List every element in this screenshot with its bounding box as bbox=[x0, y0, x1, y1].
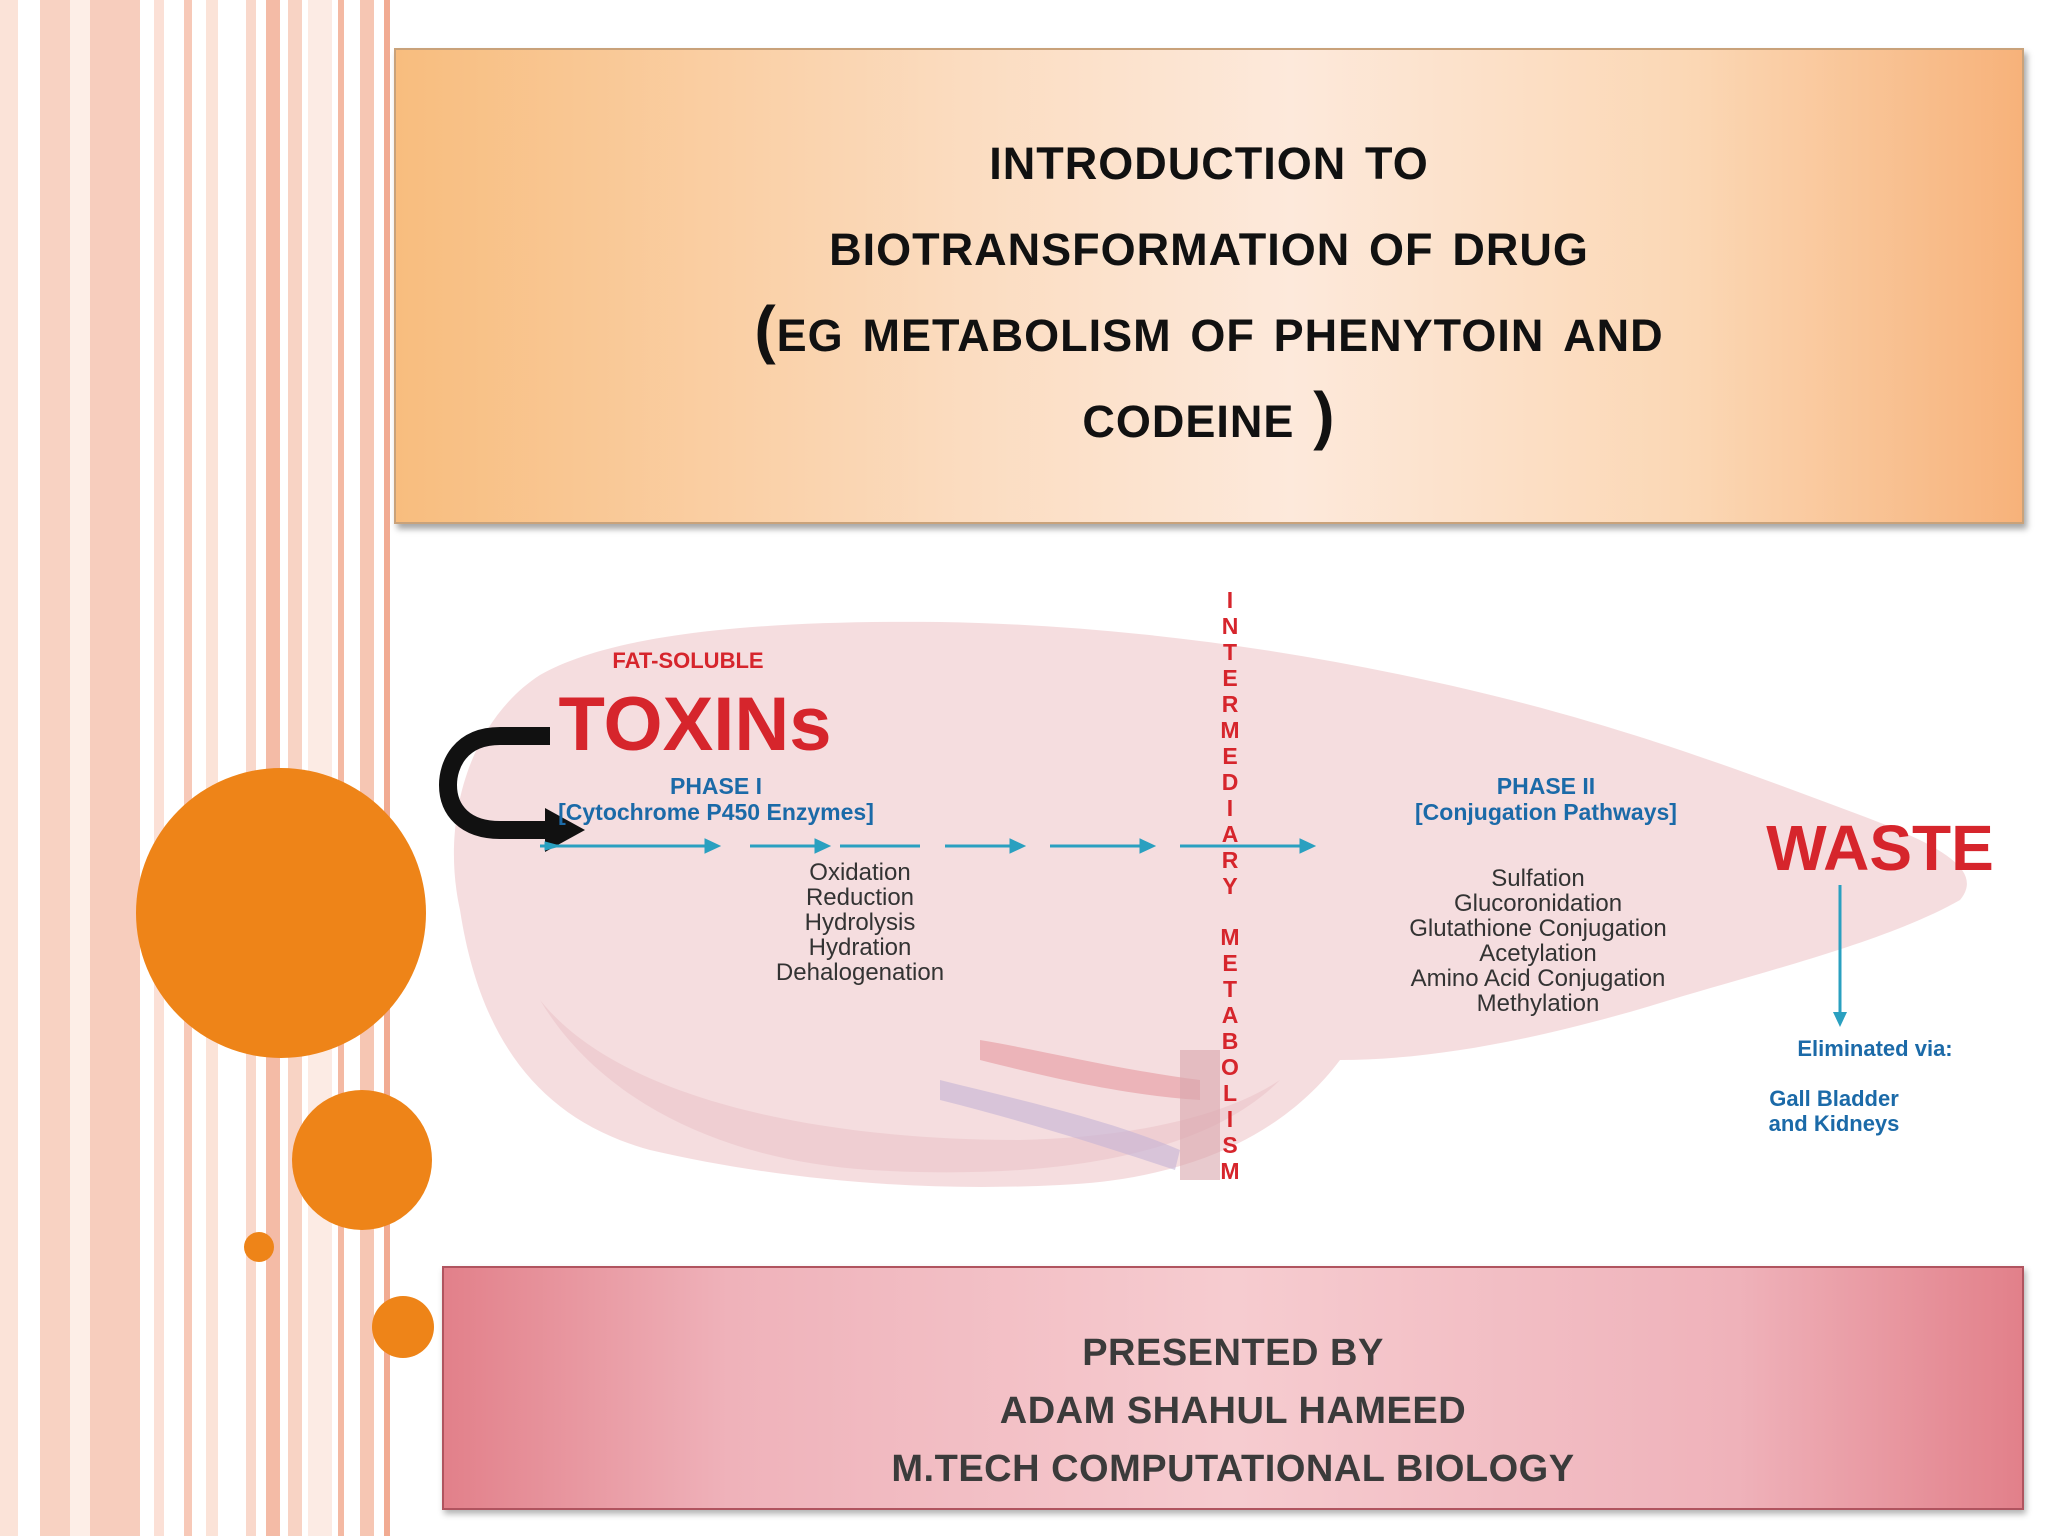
title-line-3: (eg metabolism of phenytoin and bbox=[754, 293, 1664, 365]
phase1-item: Dehalogenation bbox=[775, 959, 945, 986]
title-line-1: introduction to bbox=[989, 121, 1429, 193]
eliminated-label: Eliminated via: bbox=[1797, 1036, 1953, 1061]
phase2-item: Glucoronidation bbox=[1453, 890, 1623, 917]
phase2-item: Glutathione Conjugation bbox=[1409, 915, 1667, 942]
presenter-program: M.TECH COMPUTATIONAL BIOLOGY bbox=[891, 1448, 1575, 1490]
phase1-item: Reduction bbox=[805, 884, 915, 911]
decorative-circle-medium bbox=[292, 1090, 432, 1230]
decorative-circle-large bbox=[136, 768, 426, 1058]
phase2-item: Methylation bbox=[1476, 990, 1600, 1017]
presenter-box bbox=[442, 1266, 2024, 1510]
phase1-item: Oxidation bbox=[809, 859, 911, 886]
phase2-item: Amino Acid Conjugation bbox=[1410, 965, 1666, 992]
phase2-item: Sulfation bbox=[1491, 865, 1585, 892]
phase1-item: Hydration bbox=[808, 934, 912, 961]
slide-title bbox=[754, 121, 1664, 451]
title-line-2: biotransformation of drug bbox=[829, 207, 1589, 279]
presenter-name: ADAM SHAHUL HAMEED bbox=[999, 1390, 1467, 1432]
phase1-title: PHASE I bbox=[669, 773, 763, 799]
title-box bbox=[394, 48, 2024, 524]
elimination-route-1: Gall Bladder bbox=[1769, 1086, 1899, 1111]
presented-by-label: PRESENTED BY bbox=[1082, 1332, 1384, 1374]
intermediary-metabolism-label bbox=[1220, 587, 1239, 1184]
waste-label: WASTE bbox=[1766, 812, 1994, 884]
phase2-item: Acetylation bbox=[1479, 940, 1597, 967]
intermediary-metabolism-text: I N T E R M E D I A R Y M E T A B O L I S M bbox=[1220, 587, 1240, 1184]
title-line-4: codeine ) bbox=[1082, 379, 1336, 451]
decorative-circle-small bbox=[244, 1232, 274, 1262]
phase1-subtitle: [Cytochrome P450 Enzymes] bbox=[558, 799, 874, 825]
phase2-subtitle: [Conjugation Pathways] bbox=[1415, 799, 1677, 825]
fat-soluble-label: FAT-SOLUBLE bbox=[612, 648, 764, 673]
phase1-item: Hydrolysis bbox=[804, 909, 916, 936]
waste-arrow-head bbox=[1833, 1012, 1847, 1027]
toxins-label: TOXINs bbox=[558, 682, 832, 767]
liver-metabolism-diagram bbox=[420, 580, 2020, 1230]
elimination-route-2: and Kidneys bbox=[1768, 1111, 1900, 1136]
decorative-circle-small-2 bbox=[372, 1296, 434, 1358]
vessel-trunk bbox=[1180, 1050, 1220, 1180]
phase2-title: PHASE II bbox=[1496, 773, 1596, 799]
